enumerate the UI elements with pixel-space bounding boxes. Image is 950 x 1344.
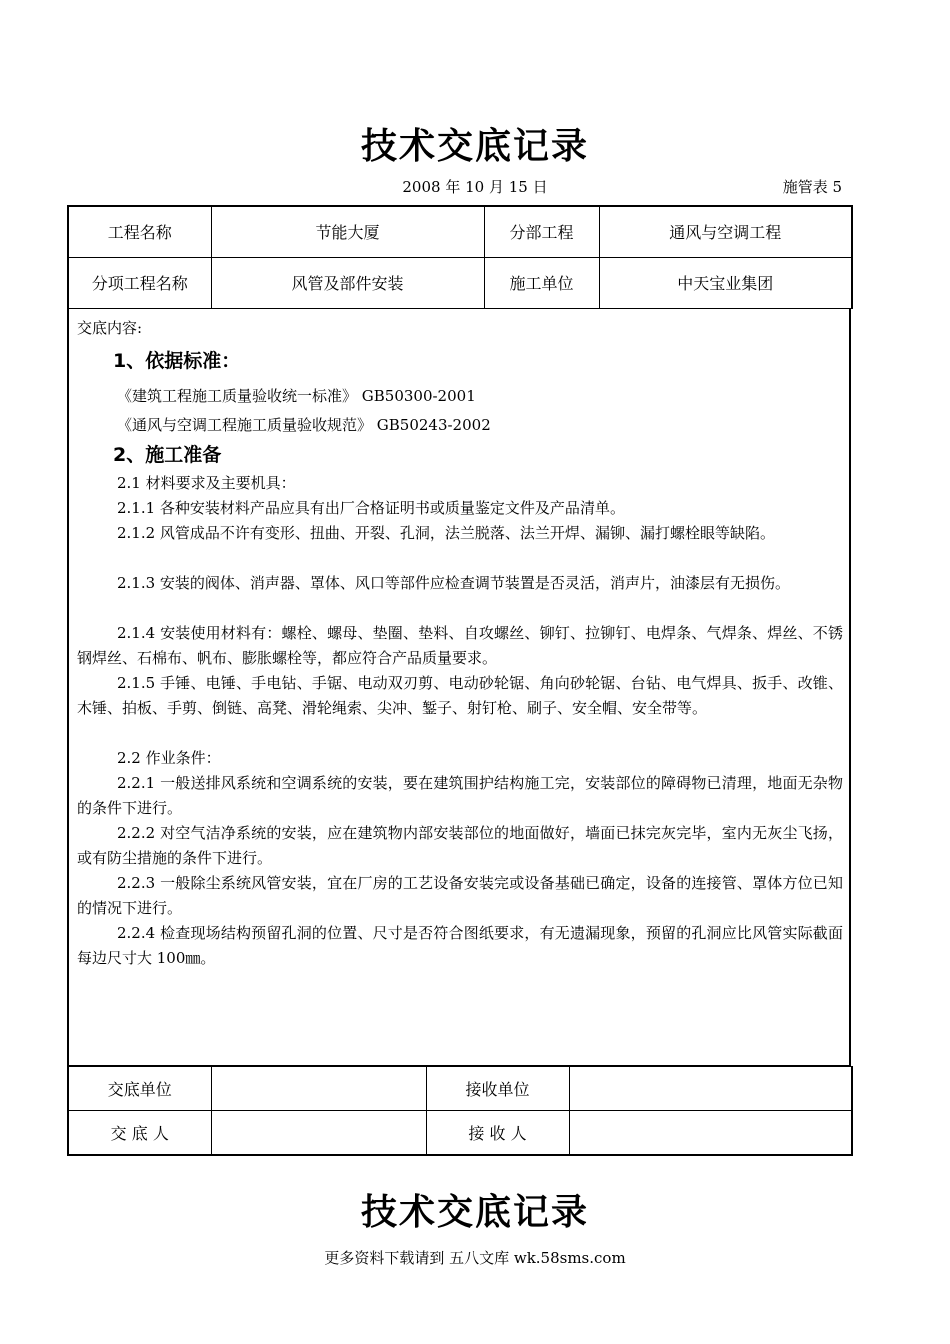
paragraph: 2.1.5 手锤、电锤、手电钻、手锯、电动双刃剪、电动砂轮锯、角向砂轮锯、台钻、电气焊具、扳手、改锥、木锤、拍板、手剪、倒链、高凳、滑轮绳索、尖冲、錾子、射钉枪、刷子、安全帽、安全带等。 (77, 674, 843, 717)
issuer-field[interactable] (211, 1111, 426, 1155)
project-name-value: 节能大厦 (211, 206, 484, 257)
subitem-value: 风管及部件安装 (211, 257, 484, 308)
paragraph: 2.1.1 各种安装材料产品应具有出厂合格证明书或质量鉴定文件及产品清单。 (117, 499, 625, 517)
disclosure-content (67, 308, 851, 1066)
paragraph: 2.1.2 风管成品不许有变形、扭曲、开裂、孔洞，法兰脱落、法兰开焊、漏铆、漏打螺栓眼等缺陷。 (117, 524, 775, 542)
receiver-label: 接 收 人 (426, 1111, 569, 1155)
paragraph: 2.1 材料要求及主要机具： (117, 474, 296, 492)
record-date: 2008 年 10 月 15 日 (402, 178, 548, 196)
document-title: 技术交底记录 (360, 126, 589, 167)
table-row (68, 1111, 852, 1155)
paragraph: 2.2.4 检查现场结构预留孔洞的位置、尺寸是否符合图纸要求，有无遗漏现象，预留的孔洞应比风管实际截面每边尺寸大 100㎜。 (77, 924, 843, 967)
signature-table (67, 1066, 853, 1156)
paragraph: 2.1.3 安装的阀体、消声器、罩体、风口等部件应检查调节装置是否灵活，消声片，油漆层有无损伤。 (117, 574, 790, 592)
table-row (68, 257, 852, 308)
paragraph: 2.1.4 安装使用材料有：螺栓、螺母、垫圈、垫料、自攻螺丝、铆钉、拉铆钉、电焊条、气焊条、焊丝、不锈钢焊丝、石棉布、帆布、膨胀螺栓等，都应符合产品质量要求。 (77, 624, 843, 667)
receiver-unit-field[interactable] (569, 1067, 852, 1111)
subitem-label: 分项工程名称 (68, 257, 211, 308)
project-info-table (67, 205, 853, 309)
table-row (68, 206, 852, 257)
issuer-unit-label: 交底单位 (68, 1067, 211, 1111)
division-label: 分部工程 (484, 206, 599, 257)
division-value: 通风与空调工程 (599, 206, 852, 257)
table-row (68, 1067, 852, 1111)
paragraph: 2.2.2 对空气洁净系统的安装，应在建筑物内部安装部位的地面做好，墙面已抹完灰完毕，室内无灰尘飞扬，或有防尘措施的条件下进行。 (77, 824, 843, 867)
contractor-value: 中天宝业集团 (599, 257, 852, 308)
footer-note: 更多资料下载请到 五八文库 wk.58sms.com (324, 1249, 626, 1267)
project-name-label: 工程名称 (68, 206, 211, 257)
section-2-title: 2、施工准备 (113, 444, 222, 466)
issuer-unit-field[interactable] (211, 1067, 426, 1111)
paragraph: 2.2 作业条件： (117, 749, 221, 767)
standard-item: 《建筑工程施工质量验收统一标准》 GB50300-2001 (117, 387, 476, 405)
receiver-unit-label: 接收单位 (426, 1067, 569, 1111)
section-1-title: 1、依据标准： (113, 350, 241, 372)
document-title-repeat: 技术交底记录 (360, 1192, 589, 1233)
standard-item: 《通风与空调工程施工质量验收规范》 GB50243-2002 (117, 416, 491, 434)
issuer-label: 交 底 人 (68, 1111, 211, 1155)
content-label: 交底内容: (77, 319, 143, 337)
paragraph: 2.2.3 一般除尘系统风管安装，宜在厂房的工艺设备安装完或设备基础已确定，设备的连接管、罩体方位已知的情况下进行。 (77, 874, 843, 917)
form-number: 施管表 5 (782, 178, 842, 196)
paragraph: 2.2.1 一般送排风系统和空调系统的安装，要在建筑围护结构施工完，安装部位的障碍物已清理，地面无杂物的条件下进行。 (77, 774, 843, 817)
receiver-field[interactable] (569, 1111, 852, 1155)
contractor-label: 施工单位 (484, 257, 599, 308)
